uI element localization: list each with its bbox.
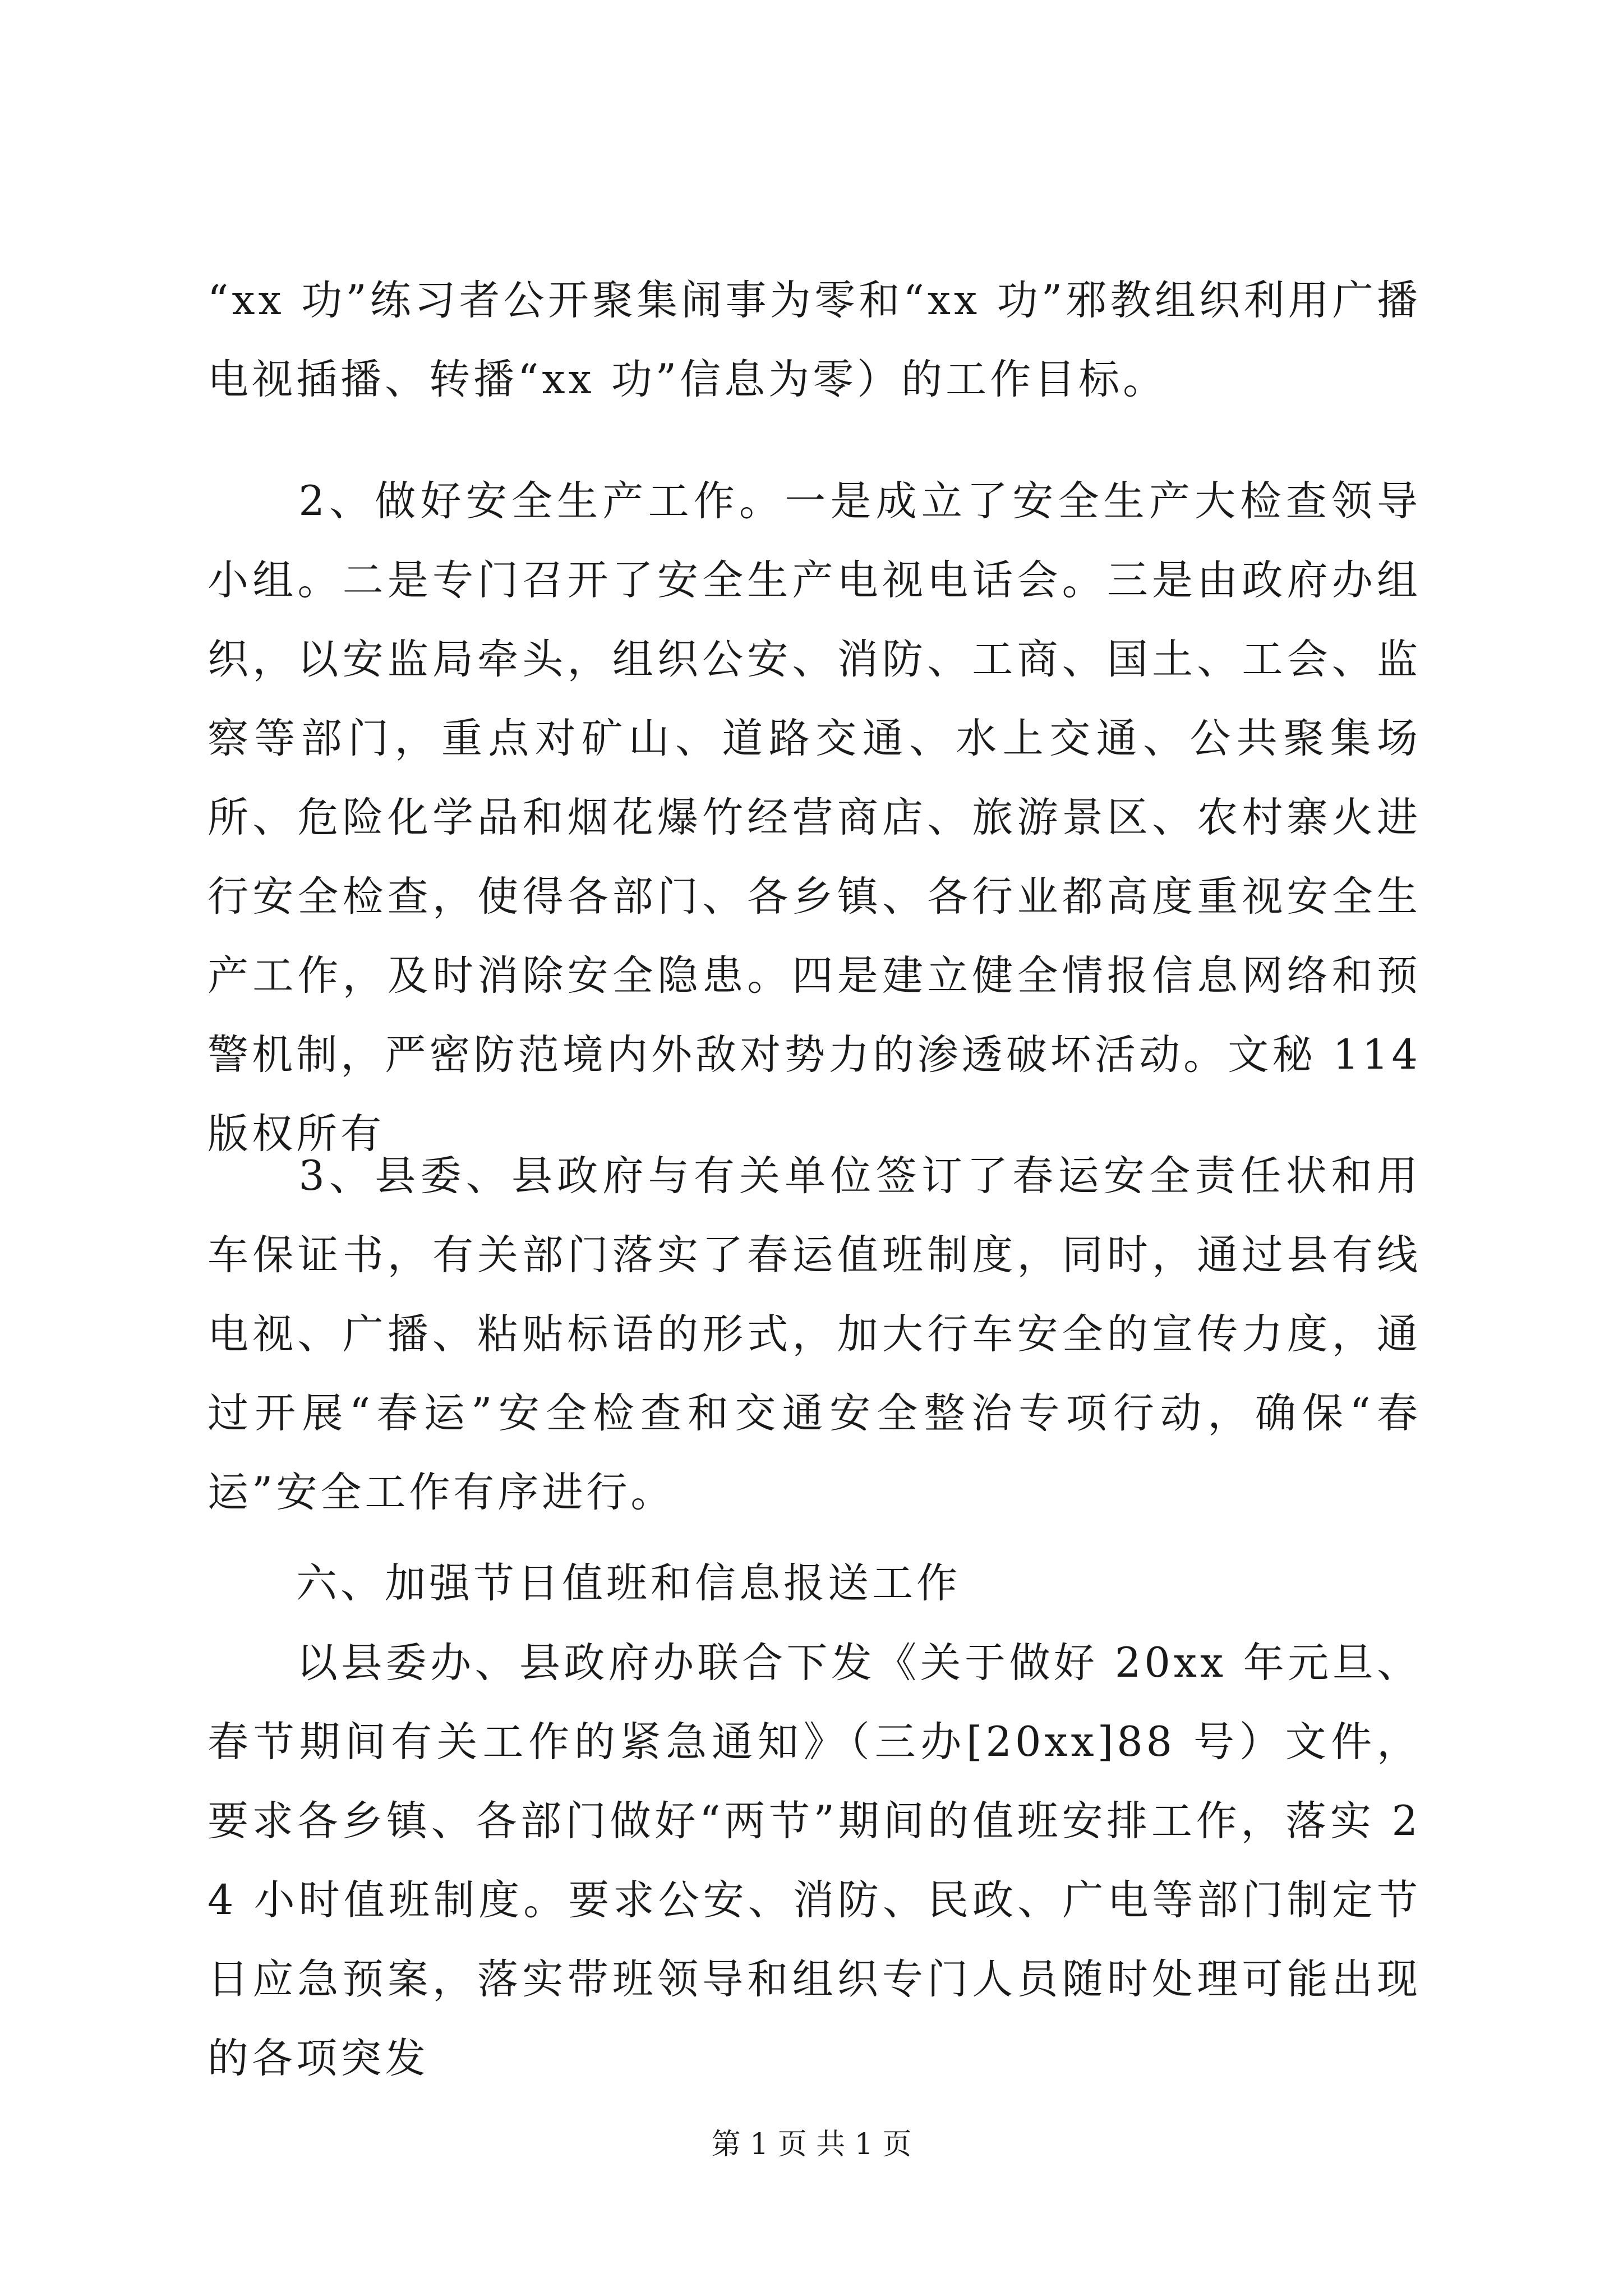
section-heading: 六、加强节日值班和信息报送工作: [208, 1559, 961, 1607]
page-number-footer: 第 1 页 共 1 页: [711, 2128, 912, 2161]
paragraph-continuation: “xx 功”练习者公开聚集闹事为零和“xx 功”邪教组织利用广播电视插播、转播“xx 功”信息为零）的工作目标。: [208, 277, 1421, 403]
paragraph-spring-transport: 3、县委、县政府与有关单位签订了春运安全责任状和用车保证书，有关部门落实了春运值班制度，同时，通过县有线电视、广播、粘贴标语的形式，加大行车安全的宣传力度，通过开展“春运”安全检查和交通安全整治专项行动，确保“春运”安全工作有序进行。: [208, 1152, 1421, 1516]
paragraph-safety-production: 2、做好安全生产工作。一是成立了安全生产大检查领导小组。二是专门召开了安全生产电视电话会。三是由政府办组织，以安监局牵头，组织公安、消防、工商、国土、工会、监察等部门，重点对矿山、道路交通、水上交通、公共聚集场所、危险化学品和烟花爆竹经营商店、旅游景区、农村寨火进行安全检查，使得各部门、各乡镇、各行业都高度重视安全生产工作，及时消除安全隐患。四是建立健全情报信息网络和预警机制，严密防范境内外敌对势力的渗透破坏活动。文秘 114 版权所有: [208, 477, 1438, 1158]
paragraph-holiday-duty: 以县委办、县政府办联合下发《关于做好 20xx 年元旦、春节期间有关工作的紧急通知》（三办[20xx]88 号）文件，要求各乡镇、各部门做好“两节”期间的值班安排工作，落实 24 小时值班制度。要求公安、消防、民政、广电等部门制定节日应急预案，落实带班领导和组织专门人员随时处理可能出现的各项突发: [208, 1639, 1421, 2082]
